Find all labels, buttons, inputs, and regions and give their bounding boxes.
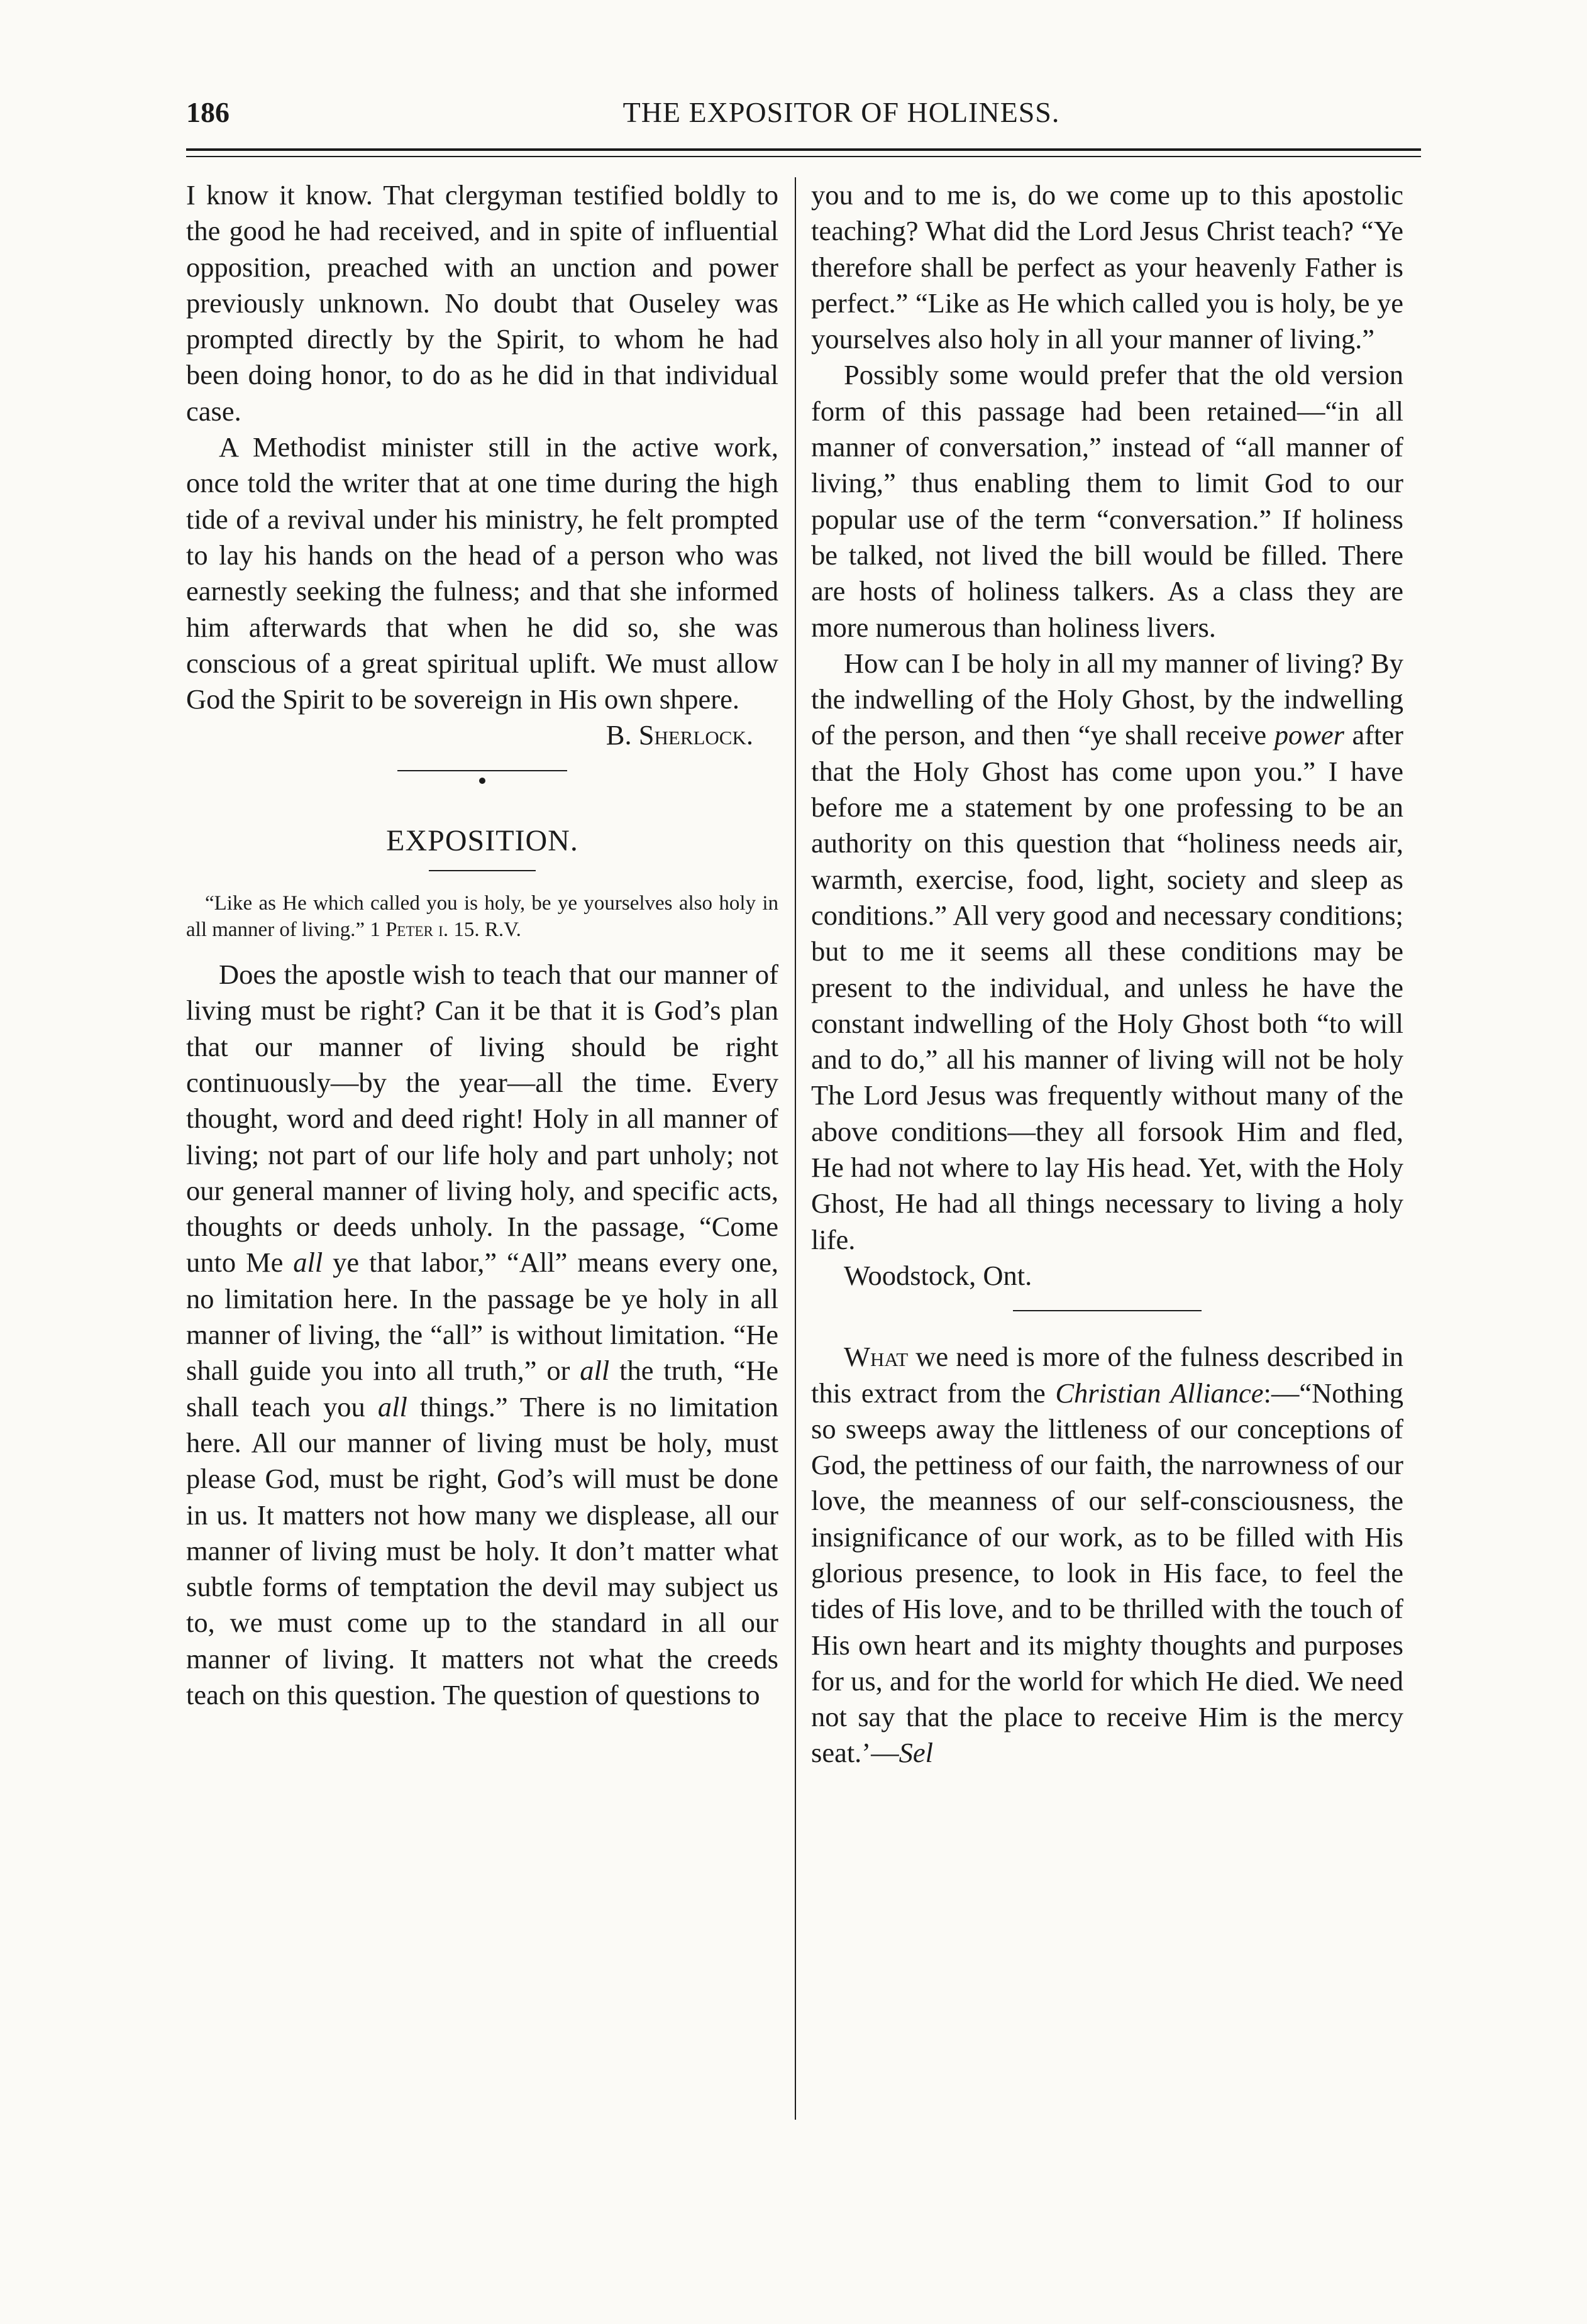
- separator-rule: [397, 770, 567, 771]
- paragraph: A Methodist minister still in the active work, once told the writer that at one time during the high tide of a revival under his ministry, he felt prompted to lay his hands on the head of a person who was earnestly seeking the fulness; and that she informed him afterwards that when he did so, she was conscious of a great spiritual uplift. We must allow God the Spirit to be sovereign in His own shpere.: [186, 431, 778, 715]
- place-line: Woodstock, Ont.: [844, 1259, 1032, 1291]
- separator-rule: [1013, 1310, 1202, 1311]
- running-title: THE EXPOSITOR OF HOLINESS.: [622, 96, 1060, 128]
- author-signature: B. Sherlock.: [605, 719, 753, 751]
- ornament-dot: [479, 778, 485, 784]
- paragraph: What we need is more of the fulness described in this extract from the Christian Alliance:—“Nothing so sweeps away the littleness of our conceptions of God, the pettiness of our faith, the narrowness of our love, the meanness of our self-consciousness, the insignificance of our work, as to be filled with His glorious presence, to look in His face, to feel the tides of His love, and to be thrilled with the touch of His own heart and its mighty thoughts and purposes for us, and for the world for which He died. We need not say that the place to receive Him is the mercy seat.’—Sel: [811, 1341, 1403, 1769]
- section-title: EXPOSITION.: [386, 823, 578, 857]
- paragraph: How can I be holy in all my manner of living? By the indwelling of the Holy Ghost, by the indwelling of the person, and then “ye shall receive power after that the Holy Ghost has come upon you.” I have before me a statement by one professing to be an authority on this question that “holiness needs air, warmth, exercise, food, light, society and sleep as conditions.” All very good and necessary conditions; but to me it seems all these conditions may be present to the individual, and unless he have the constant indwelling of the Holy Ghost both “to will and to do,” all his manner of living will not be holy The Lord Jesus was frequently without many of the above conditions—they all forsook Him and fled, He had not where to lay His head. Yet, with the Holy Ghost, He had all things necessary to living a holy life.: [811, 647, 1403, 1255]
- paragraph: Possibly some would prefer that the old version form of this passage had been retained—“in all manner of conversation,” instead of “all manner of living,” thus enabling them to limit God to our popular use of the term “conversation.” If holiness be talked, not lived the bill would be filled. There are hosts of holiness talkers. As a class they are more numerous than holiness livers.: [811, 359, 1403, 643]
- header-rule-thin: [186, 156, 1421, 157]
- title-underline-rule: [429, 870, 536, 871]
- paragraph: I know it know. That clergyman testified boldly to the good he had received, and in spite of influential opposition, preached with an unction and power previously unknown. No doubt that Ouseley was prompted directly by the Spirit, to whom he had been doing honor, to do as he did in that individual case.: [186, 179, 778, 427]
- column-divider: [795, 177, 796, 2120]
- page-number: 186: [186, 96, 229, 128]
- epigraph: [186, 890, 778, 943]
- epigraph-text: “Like as He which called you is holy, be ye yourselves also holy in all manner of living.” 1 Peter i. 15. R.V.: [186, 892, 778, 942]
- page-header: [186, 96, 1421, 140]
- left-column: [186, 177, 778, 1713]
- header-rule: [186, 148, 1421, 151]
- right-column: [811, 177, 1403, 1771]
- paragraph: Does the apostle wish to teach that our manner of living must be right? Can it be that it is God’s plan that our manner of living should be right continuously—by the year—all the time. Every thought, word and deed right! Holy in all manner of living; not part of our life holy and part unholy; not our general manner of living holy, and specific acts, thoughts or deeds unholy. In the passage, “Come unto Me all ye that labor,” “All” means every one, no limitation here. In the passage be ye holy in all manner of living, the “all” is without limitation. “He shall guide you into all truth,” or all the truth, “He shall teach you all things.” There is no limitation here. All our manner of living must be holy, must please God, must be right, God’s will must be done in us. It matters not how many we displease, all our manner of living must be holy. It don’t matter what subtle forms of temptation the devil may subject us to, we must come up to the standard in all our manner of living. It matters not what the creeds teach on this question. The question of questions to: [186, 959, 778, 1710]
- paragraph: you and to me is, do we come up to this apostolic teaching? What did the Lord Jesus Christ teach? “Ye therefore shall be perfect as your heavenly Father is perfect.” “Like as He which called you is holy, be ye yourselves also holy in all your manner of living.”: [811, 179, 1403, 355]
- epigraph-citation: 1 Peter i. 15. R.V.: [370, 918, 521, 942]
